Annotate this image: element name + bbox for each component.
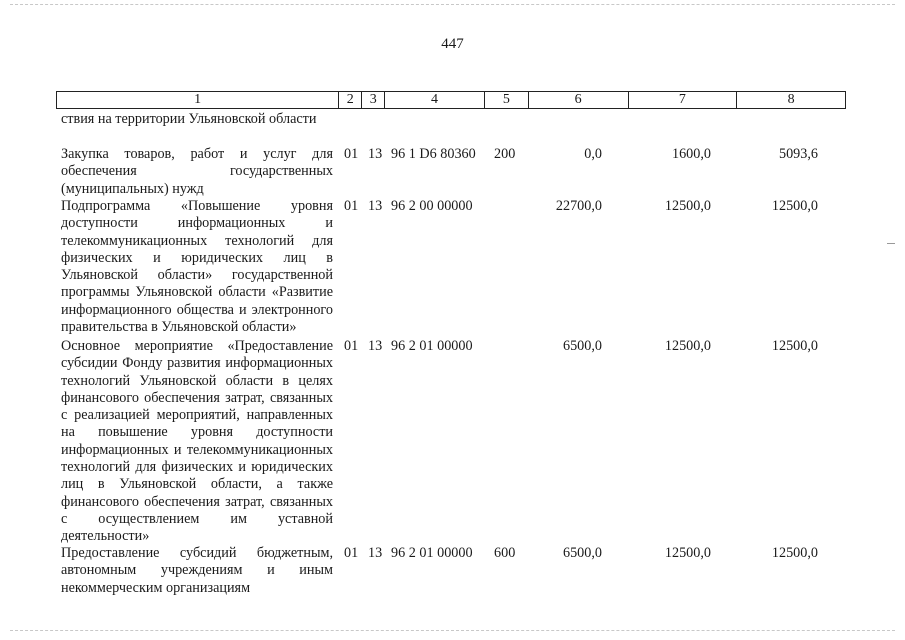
row-vr: 600 [494,545,516,561]
row-year1: 22700,0 [555,198,602,214]
row-csr: 96 2 01 00000 [391,545,473,561]
header-col-8: 8 [787,92,795,107]
row-vr: 200 [494,146,516,162]
row-year3: 12500,0 [771,338,818,354]
row-rz: 01 [344,338,359,354]
page-number: 447 [441,36,464,52]
header-col-7: 7 [629,92,738,108]
row-year1: 6500,0 [562,545,602,561]
row-pr: 13 [368,338,383,354]
row-year1: 0,0 [584,146,602,162]
row-description: Основное мероприятие «Предоставление субсидии Фонду развития информационных технологий Ульяновской области в целях финансового обеспечения затрат, связанных с реализацией мероприятий, направленных на повышение уровня доступности информационных и телекоммуникационных технологий для физических и юридических лиц в Ульяновской области, а также финансового обеспечения затрат, связанных с осуществлением им уставной деятельности» [61,338,333,545]
row-year2: 12500,0 [664,338,711,354]
header-col-4: 4 [385,92,485,108]
row-description: Подпрограмма «Повышение уровня доступности информационных и телекоммуникационных технологий для физических и юридических лиц в Ульяновской области» государственной программы Ульяновской области «Развитие информационного общества и электронного правительства в Ульяновской области» [61,198,333,336]
top-scan-edge [10,4,895,6]
bottom-scan-edge [10,630,895,632]
row-csr: 96 2 00 00000 [391,198,473,214]
header-col-5: 5 [485,92,529,108]
header-col-1: 1 [57,92,339,108]
header-col-6: 6 [529,92,629,108]
row-year3: 5093,6 [778,146,818,162]
row-description: Предоставление субсидий бюджетным, автономным учреждениям и иным некоммерческим организациям [61,545,333,596]
row-pr: 13 [368,198,383,214]
row-description: ствия на территории Ульяновской области [61,111,317,127]
row-year2: 12500,0 [664,198,711,214]
row-description: Закупка товаров, работ и услуг для обеспечения государственных (муниципальных) нужд [61,146,333,197]
row-csr: 96 1 D6 80360 [391,146,476,162]
row-rz: 01 [344,198,359,214]
row-rz: 01 [344,545,359,561]
row-csr: 96 2 01 00000 [391,338,473,354]
row-pr: 13 [368,545,383,561]
row-year3: 12500,0 [771,545,818,561]
row-year2: 1600,0 [671,146,711,162]
margin-tick-mark [887,243,895,244]
row-pr: 13 [368,146,383,162]
row-year3: 12500,0 [771,198,818,214]
row-year1: 6500,0 [562,338,602,354]
row-year2: 12500,0 [664,545,711,561]
row-rz: 01 [344,146,359,162]
header-col-3: 3 [362,92,385,108]
table-header [56,91,846,109]
header-col-2: 2 [339,92,362,108]
